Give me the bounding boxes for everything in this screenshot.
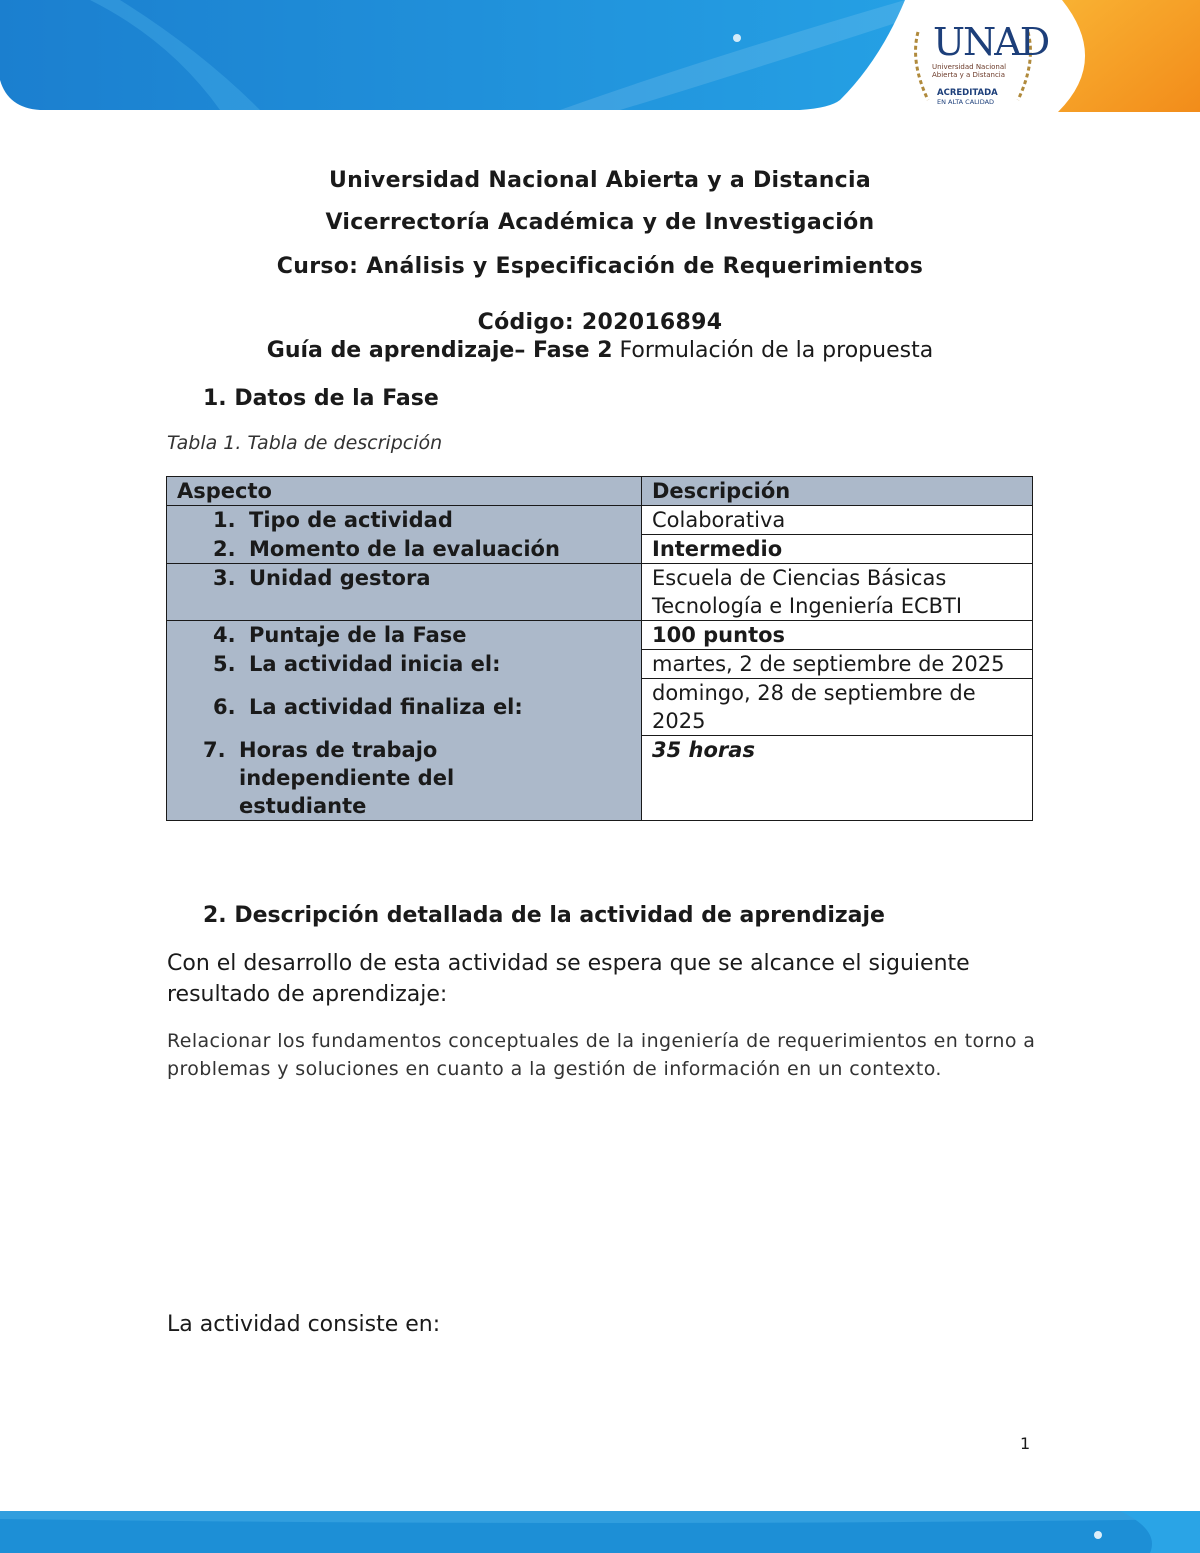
unad-logo: UNAD	[933, 20, 1049, 64]
row-label: La actividad inicia el:	[249, 651, 501, 676]
activity-consists: La actividad consiste en:	[167, 1312, 441, 1337]
row-value: Escuela de Ciencias Básicas Tecnología e Ingeniería ECBTI	[642, 564, 1033, 621]
course-title: Curso: Análisis y Especificación de Requerimientos	[276, 254, 924, 279]
row-value: 100 puntos	[642, 621, 1033, 650]
learning-outcome: Relacionar los fundamentos conceptuales de la ingeniería de requerimientos en torno a problemas y soluciones en cuanto a la gestión de información en un contexto.	[167, 1030, 1036, 1080]
row-label: Puntaje de la Fase	[249, 623, 467, 647]
row-number: 4.	[213, 623, 236, 647]
row-number: 1.	[213, 508, 236, 532]
course-code: Código: 202016894	[477, 310, 723, 335]
table-row	[167, 506, 1033, 535]
page-number: 1	[1020, 1434, 1031, 1453]
logo-subtitle: Universidad Nacional Abierta y a Distancia	[932, 63, 1007, 79]
section-2-heading: 2. Descripción detallada de la actividad de aprendizaje	[203, 903, 885, 928]
phase-data-table	[166, 476, 1033, 821]
col-description-header: Descripción	[642, 477, 1033, 506]
footer-banner	[0, 1505, 1200, 1553]
row-number: 3.	[213, 566, 236, 590]
guide-title	[0, 338, 1200, 363]
row-value: martes, 2 de septiembre de 2025	[642, 650, 1033, 679]
row-value: Intermedio	[642, 535, 1033, 564]
row-label: Momento de la evaluación	[249, 536, 560, 561]
table-row	[167, 535, 1033, 564]
row-label: Tipo de actividad	[249, 508, 453, 532]
row-number: 7.	[203, 737, 226, 762]
logo-accreditation-quality: EN ALTA CALIDAD	[937, 98, 995, 106]
table-header-row	[167, 477, 1033, 506]
row-value: 35 horas	[642, 736, 1033, 821]
table-row	[167, 621, 1033, 650]
row-value: Colaborativa	[642, 506, 1033, 535]
row-label: La actividad finaliza el:	[249, 695, 523, 719]
row-value: domingo, 28 de septiembre de 2025	[642, 679, 1033, 736]
row-number: 2.	[213, 536, 236, 561]
guide-title-bold: Guía de aprendizaje– Fase 2	[266, 338, 613, 363]
section-1-heading: 1. Datos de la Fase	[203, 386, 439, 411]
table-row	[167, 736, 1033, 821]
logo-accreditation: ACREDITADA	[937, 88, 998, 98]
intro-paragraph: Con el desarrollo de esta actividad se espera que se alcance el siguiente resultado de aprendizaje:	[167, 951, 970, 1007]
university-title: Universidad Nacional Abierta y a Distancia	[328, 168, 872, 193]
table-row	[167, 650, 1033, 679]
vice-rectorate-title: Vicerrectoría Académica y de Investigación	[325, 210, 875, 235]
col-aspect-header: Aspecto	[167, 477, 642, 506]
table-row	[167, 679, 1033, 736]
row-label: Unidad gestora	[249, 566, 431, 590]
row-label: Horas de trabajo independiente del estudiante	[239, 737, 455, 818]
row-number: 5.	[213, 651, 236, 676]
table-caption: Tabla 1. Tabla de descripción	[167, 432, 443, 454]
guide-title-rest: Formulación de la propuesta	[612, 338, 934, 363]
row-number: 6.	[213, 695, 236, 719]
table-row	[167, 564, 1033, 621]
